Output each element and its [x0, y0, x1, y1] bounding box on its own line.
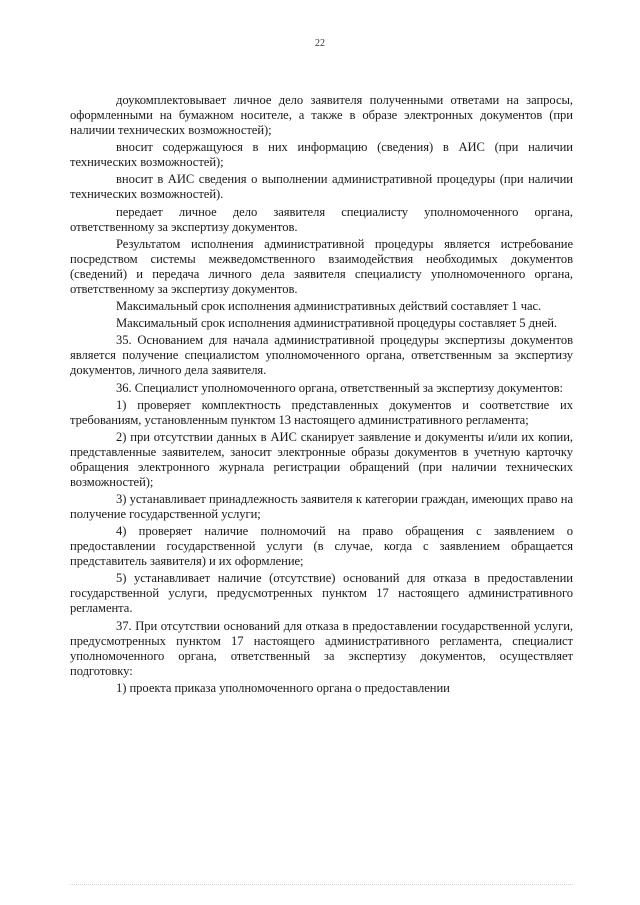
paragraph: вносит содержащуюся в них информацию (сведения) в АИС (при наличии технических возможностей); — [70, 140, 573, 170]
scan-edge-artifact — [70, 884, 573, 889]
subitem-1-continued: 1) проекта приказа уполномоченного органа о предоставлении — [116, 680, 450, 695]
paragraph: передает личное дело заявителя специалисту уполномоченного органа, ответственному за экспертизу документов. — [70, 204, 573, 234]
subitem-4: 4) проверяет наличие полномочий на право обращения с заявлением о предоставлении государственной услуги (в случае, когда с заявлением обращается представитель заявителя) и их оформление; — [70, 524, 573, 569]
paragraph: Максимальный срок исполнения административной процедуры составляет 5 дней. — [116, 316, 558, 331]
subitem-1: 1) проверяет комплектность представленных документов и соответствие их требованиям, установленным пунктом 13 настоящего административного регламента; — [70, 397, 573, 427]
subitem-5: 5) устанавливает наличие (отсутствие) оснований для отказа в предоставлении государственной услуги, предусмотренных пунктом 17 настоящего административного регламента. — [70, 571, 573, 616]
paragraph: Максимальный срок исполнения административных действий составляет 1 час. — [116, 298, 542, 313]
paragraph-item-35: 35. Основанием для начала административной процедуры экспертизы документов является получение специалистом уполномоченного органа, ответственным за экспертизу документов, личного дела заявителя. — [70, 333, 573, 378]
paragraph: доукомплектовывает личное дело заявителя полученными ответами на запросы, оформленными на бумажном носителе, а также в образе электронных документов (при наличии технических возможностей); — [70, 93, 573, 137]
subitem-2: 2) при отсутствии данных в АИС сканирует заявление и документы и/или их копии, представленные заявителем, заносит электронные образы документов в учетную карточку обращения электронного журнала регистрации обращений (при наличии технических возможностей); — [70, 429, 573, 489]
document-body — [70, 93, 573, 696]
paragraph: вносит в АИС сведения о выполнении административной процедуры (при наличии технических возможностей). — [70, 172, 573, 202]
paragraph-item-36: 36. Специалист уполномоченного органа, ответственный за экспертизу документов: — [116, 380, 563, 395]
subitem-3: 3) устанавливает принадлежность заявителя к категории граждан, имеющих право на получение государственной услуги; — [70, 492, 573, 522]
paragraph: Результатом исполнения административной процедуры является истребование посредством системы межведомственного взаимодействия необходимых документов (сведений) и передача личного дела заявителя специалисту уполномоченного органа, ответственному за экспертизу документов. — [70, 236, 573, 296]
page-number: 22 — [315, 38, 325, 49]
paragraph-item-37: 37. При отсутствии оснований для отказа в предоставлении государственной услуги, предусмотренных пунктом 17 настоящего административного регламента, специалист уполномоченного органа, ответственный за экспертизу документов, осуществляет подготовку: — [70, 618, 573, 678]
